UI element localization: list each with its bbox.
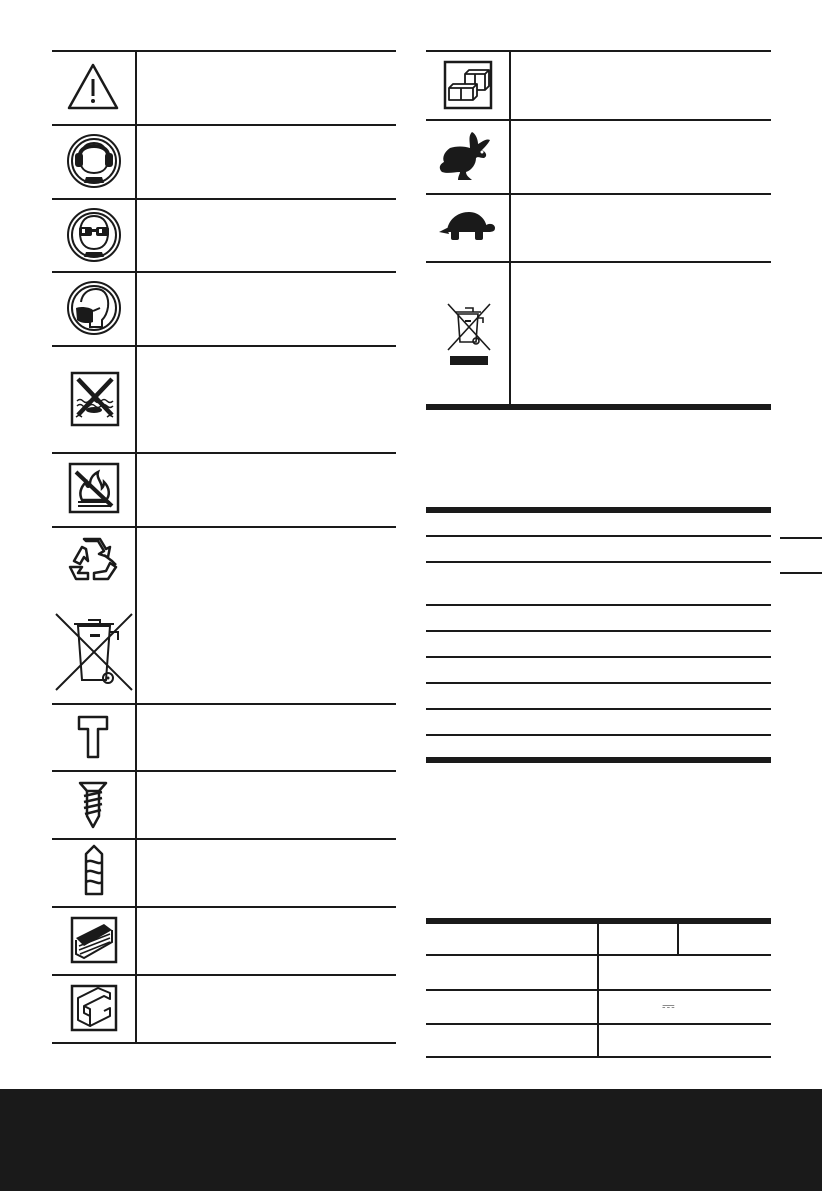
ear-protection-icon — [66, 133, 122, 189]
masonry-icon — [443, 60, 493, 110]
dc-voltage-symbol: ⎓ — [662, 996, 675, 1015]
turtle-slow-speed-icon — [437, 208, 497, 246]
battery-crossed-bin-icon — [446, 302, 492, 368]
wood-icon — [70, 916, 118, 964]
eye-protection-icon — [66, 207, 122, 263]
dust-mask-icon — [66, 280, 122, 336]
no-water-disposal-icon — [70, 371, 120, 427]
crossed-bin-icon — [54, 612, 134, 692]
footer-band — [0, 1089, 822, 1191]
warning-triangle-icon — [66, 62, 120, 112]
screw-icon — [78, 780, 108, 830]
drill-bit-icon — [80, 844, 108, 900]
recycle-icon — [64, 535, 122, 591]
no-fire-icon — [68, 462, 120, 514]
hammer-mode-icon — [76, 714, 110, 760]
metal-icon — [70, 984, 118, 1032]
rabbit-fast-speed-icon — [436, 128, 496, 184]
